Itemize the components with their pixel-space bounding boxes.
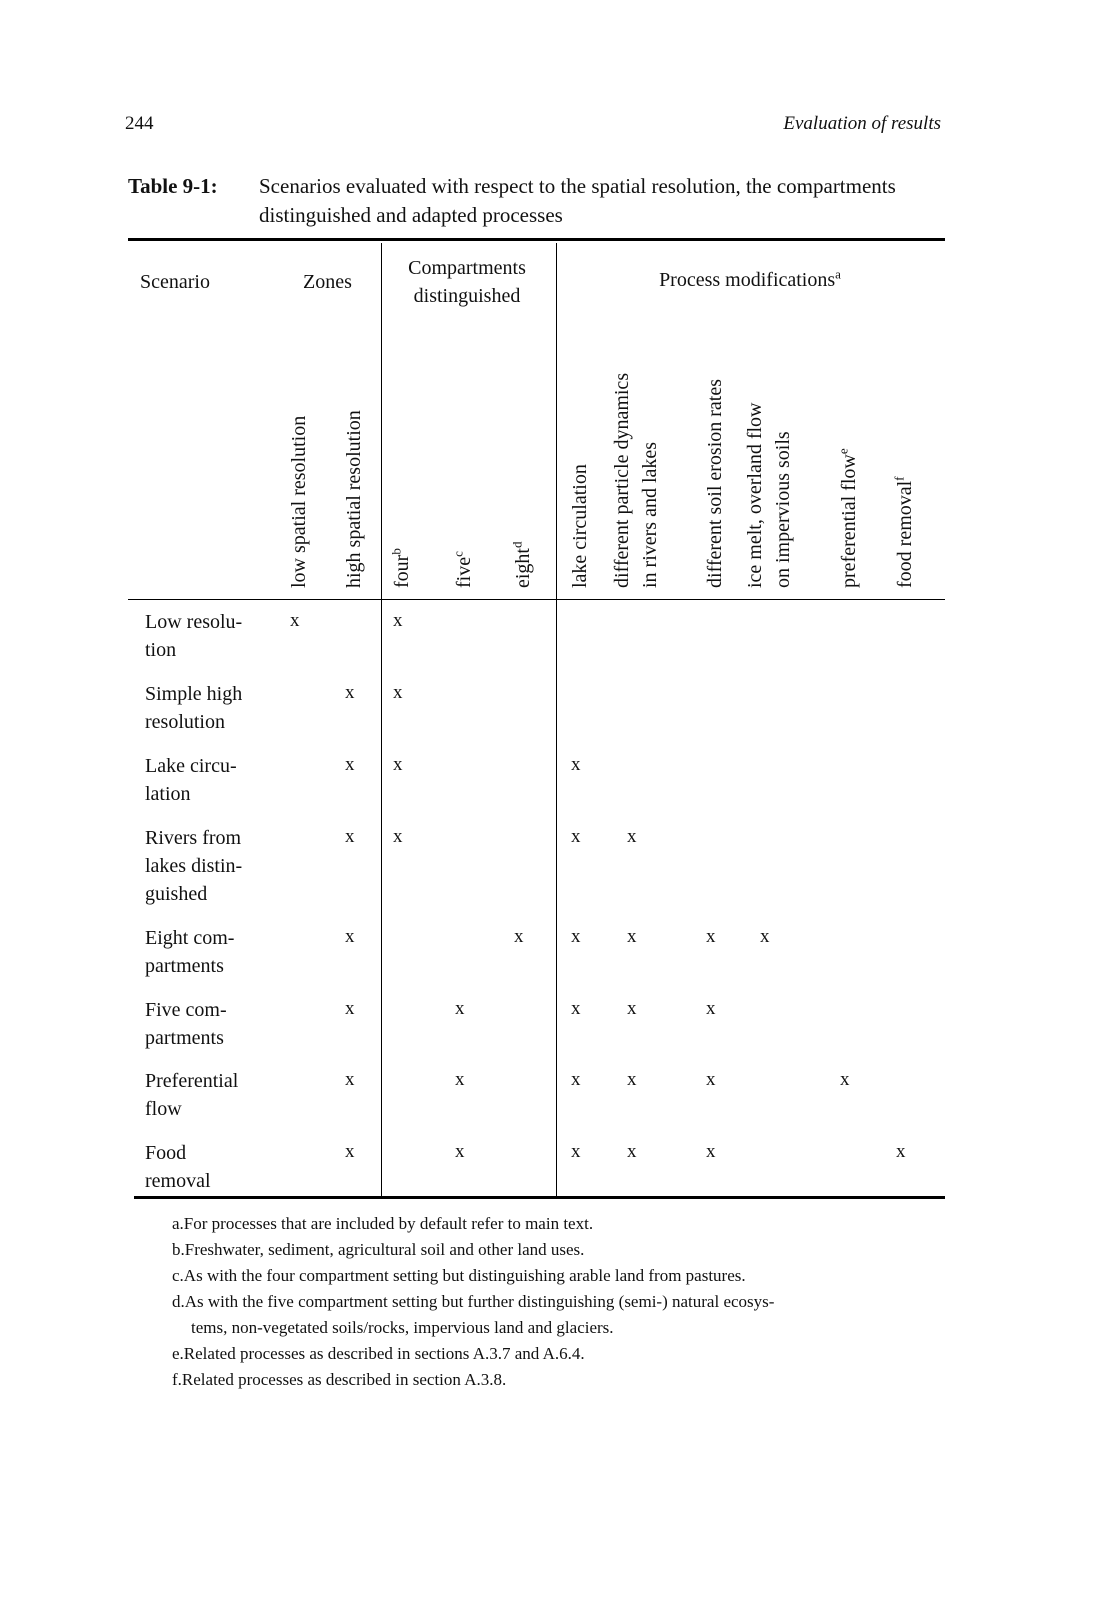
scenario-name (145, 996, 285, 1052)
table-mark: x (571, 1141, 581, 1162)
header-bottom-rule (128, 599, 945, 600)
column-header-sup-4: d (509, 541, 525, 548)
table-mark: x (345, 998, 355, 1019)
header-process-sup: a (835, 266, 841, 282)
table-mark: x (627, 998, 637, 1019)
footnotes (172, 1211, 952, 1393)
table-mark: x (345, 754, 355, 775)
footnote-f: f.Related processes as described in section A.3.8. (172, 1370, 507, 1389)
column-header-sup-9: e (835, 448, 851, 455)
table-mark: x (393, 754, 403, 775)
table-mark: x (706, 926, 716, 947)
table-mark: x (627, 826, 637, 847)
scenario-name-line: Simple high (145, 683, 243, 705)
page-number: 244 (125, 113, 154, 134)
table-mark: x (455, 1069, 465, 1090)
scenario-name-line: lakes distin- (145, 855, 243, 877)
scenario-name (145, 752, 285, 808)
column-header-sup-2: b (388, 548, 404, 555)
table-mark: x (627, 926, 637, 947)
table-mark: x (571, 826, 581, 847)
footnote-a: a.For processes that are included by default refer to main text. (172, 1214, 594, 1233)
running-head: Evaluation of results (783, 113, 941, 134)
column-header-6: different particle dynamics (611, 372, 633, 588)
table-mark: x (760, 926, 770, 947)
column-header-8: ice melt, overland flow (744, 402, 766, 588)
column-header-5: lake circulation (569, 464, 591, 588)
footnote-d: d.As with the five compartment setting but further distinguishing (semi-) natural ecosys- (172, 1292, 775, 1311)
table-mark: x (571, 754, 581, 775)
column-header-6-line2: in rivers and lakes (639, 441, 661, 588)
column-header-10: food removal$^f$ (891, 476, 916, 588)
scenario-name (145, 1139, 285, 1195)
footnote-c: c.As with the four compartment setting but distinguishing arable land from pastures. (172, 1266, 746, 1285)
scenario-name-line: Food (145, 1142, 187, 1164)
table-top-rule (128, 238, 945, 241)
table-mark: x (345, 826, 355, 847)
column-divider-right (556, 243, 557, 1196)
table-mark: x (571, 1069, 581, 1090)
table-caption-text: Scenarios evaluated with respect to the spatial resolution, the compartments distinguished and adapted processes (259, 174, 896, 227)
header-process-text: Process modifications (659, 269, 836, 291)
table-mark: x (571, 998, 581, 1019)
scenario-name (145, 1067, 285, 1123)
scenario-name (145, 680, 285, 736)
scenario-name-line: tion (145, 639, 177, 661)
column-divider-left (381, 243, 382, 1196)
table-mark: x (627, 1141, 637, 1162)
table-mark: x (345, 1141, 355, 1162)
table-mark: x (290, 610, 300, 631)
footnote-e: e.Related processes as described in sections A.3.7 and A.6.4. (172, 1344, 585, 1363)
scenario-name-line: Preferential (145, 1070, 239, 1092)
column-header-3: five$^c$ (450, 551, 475, 588)
column-header-2: four$^b$ (388, 548, 413, 588)
scenario-name-line: partments (145, 1027, 224, 1049)
table-mark: x (514, 926, 524, 947)
table-mark: x (896, 1141, 906, 1162)
column-header-sup-3: c (450, 551, 466, 557)
scenario-name-line: Five com- (145, 999, 227, 1021)
table-mark: x (706, 1141, 716, 1162)
scenario-name-line: Low resolu- (145, 611, 243, 633)
column-header-4: eight$^d$ (509, 541, 534, 588)
table-mark: x (706, 1069, 716, 1090)
scenario-name-line: guished (145, 883, 208, 905)
table-mark: x (393, 610, 403, 631)
header-zones: Zones (303, 271, 352, 293)
table-mark: x (455, 1141, 465, 1162)
scenario-name (145, 924, 285, 980)
column-header-sup-10: f (891, 476, 907, 481)
table-mark: x (455, 998, 465, 1019)
scenario-name (145, 824, 285, 908)
table-label: Table 9-1: (128, 174, 218, 198)
scenario-name-line: Lake circu- (145, 755, 237, 777)
scenario-name-line: resolution (145, 711, 225, 733)
header-process-modifications (600, 266, 900, 294)
header-compartments: Compartments distinguished (408, 257, 526, 307)
table-mark: x (627, 1069, 637, 1090)
table-mark: x (840, 1069, 850, 1090)
table-mark: x (345, 926, 355, 947)
table-mark: x (571, 926, 581, 947)
footnote-b: b.Freshwater, sediment, agricultural soil and other land uses. (172, 1240, 585, 1259)
column-header-8-line2: on impervious soils (772, 431, 794, 588)
table-mark: x (393, 826, 403, 847)
scenario-name-line: flow (145, 1098, 182, 1120)
scenario-name (145, 608, 285, 664)
table-mark: x (706, 998, 716, 1019)
column-header-0: low spatial resolution (288, 415, 310, 588)
column-header-9: preferential flow$^e$ (835, 448, 860, 588)
scenario-name-line: Rivers from (145, 827, 242, 849)
header-scenario: Scenario (140, 271, 210, 293)
column-header-7: different soil erosion rates (704, 378, 726, 588)
column-header-1: high spatial resolution (343, 410, 365, 588)
table-mark: x (345, 682, 355, 703)
table-mark: x (393, 682, 403, 703)
scenario-name-line: lation (145, 783, 191, 805)
scenario-name-line: partments (145, 955, 224, 977)
scenario-name-line: removal (145, 1170, 211, 1192)
scenario-name-line: Eight com- (145, 927, 235, 949)
table-bottom-rule (134, 1196, 945, 1199)
table-mark: x (345, 1069, 355, 1090)
footnote-d-continued: tems, non-vegetated soils/rocks, impervious land and glaciers. (191, 1318, 614, 1337)
